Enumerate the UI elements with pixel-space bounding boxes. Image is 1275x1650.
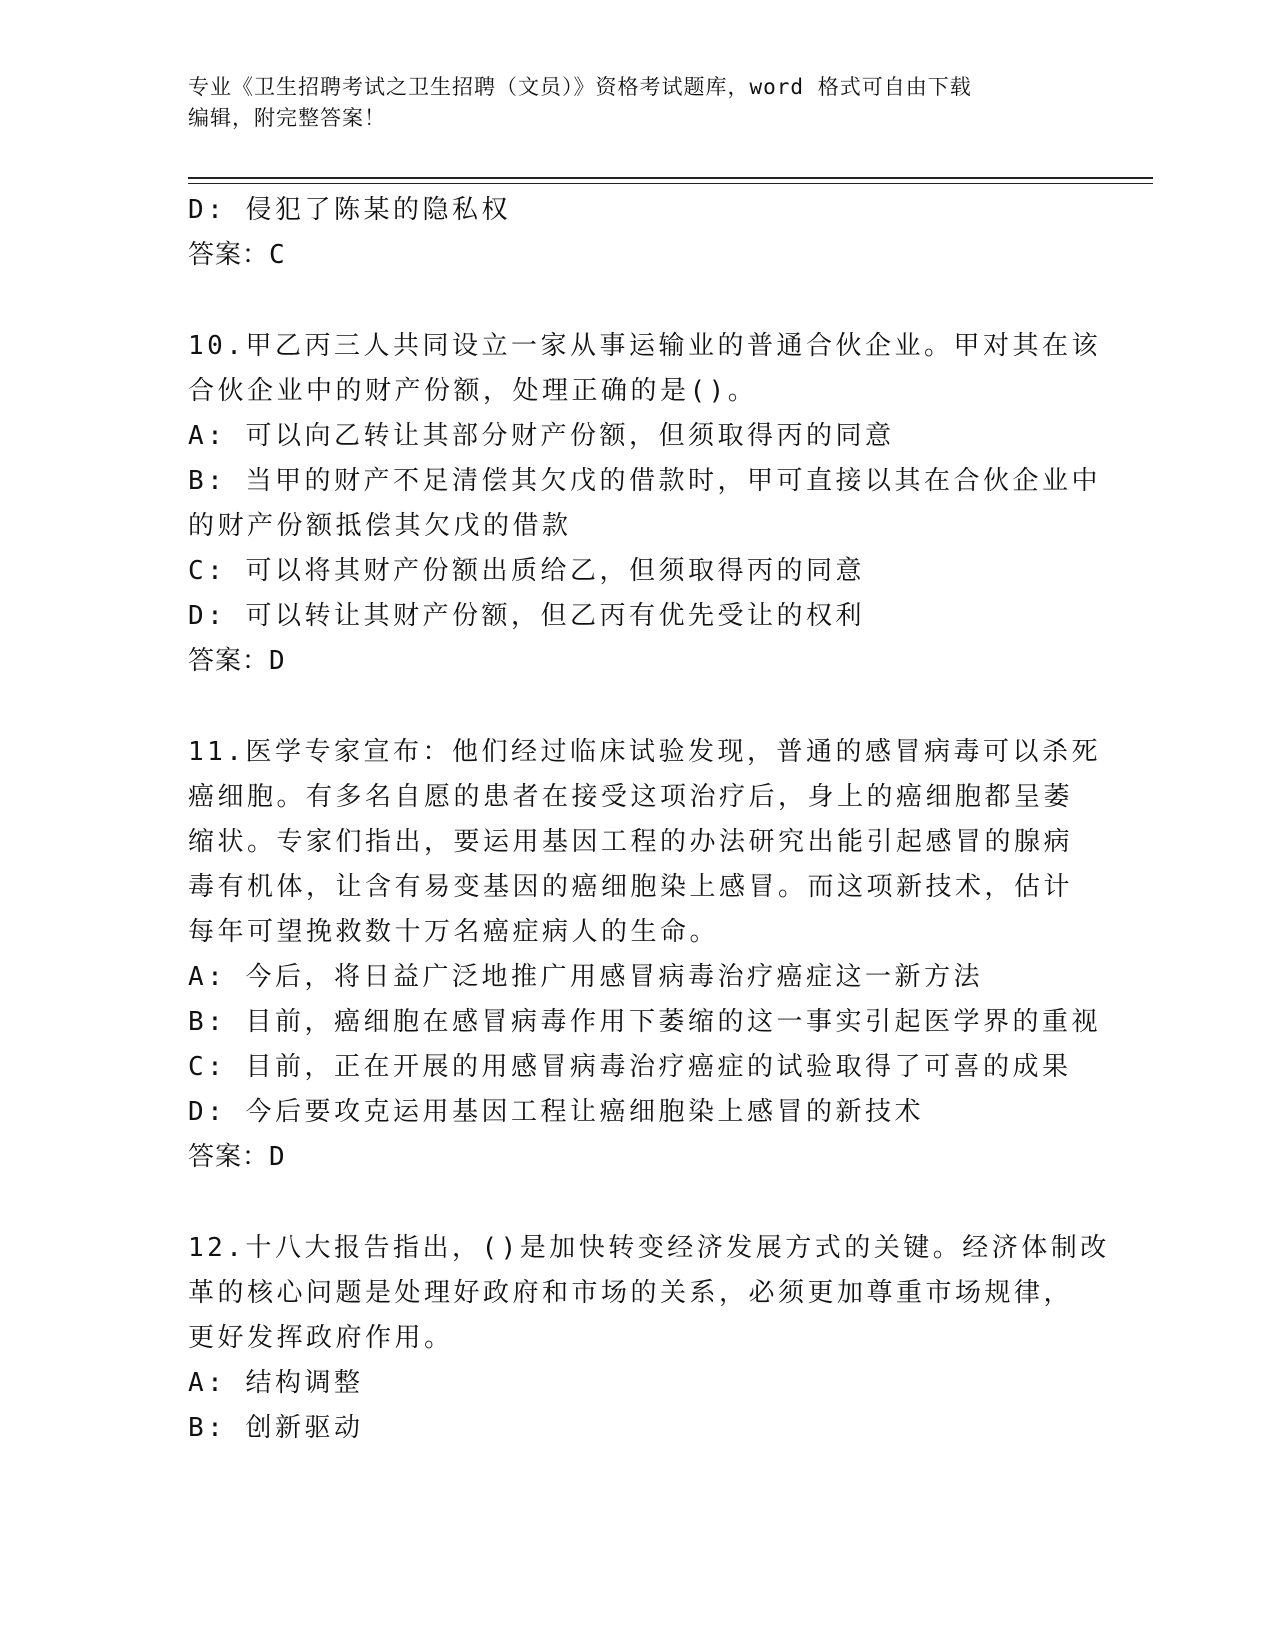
question-11 [188,730,1101,1180]
header-line-1: 专业《卫生招聘考试之卫生招聘（文员）》资格考试题库，word 格式可自由下载 [188,75,972,99]
option-d: D: 今后要攻克运用基因工程让癌细胞染上感冒的新技术 [188,1097,924,1127]
question-10 [188,324,1101,684]
answer: 答案：D [188,1142,286,1172]
question-stem-line: 每年可望挽救数十万名癌症病人的生命。 [188,917,720,947]
spacer [188,278,1088,324]
header-line-2: 编辑，附完整答案！ [188,106,386,130]
option-b: B: 当甲的财产不足清偿其欠戊的借款时，甲可直接以其在合伙企业中 [188,466,1101,496]
option-a: A: 可以向乙转让其部分财产份额，但须取得丙的同意 [188,421,895,451]
spacer [188,684,1088,730]
question-stem-line: 12.十八大报告指出，()是加快转变经济发展方式的关键。经济体制改 [188,1233,1110,1263]
option-a: A: 结构调整 [188,1368,364,1398]
option-c: C: 可以将其财产份额出质给乙，但须取得丙的同意 [188,556,865,586]
question-stem-line: 11.医学专家宣布：他们经过临床试验发现，普通的感冒病毒可以杀死 [188,737,1101,767]
option-a: A: 今后，将日益广泛地推广用感冒病毒治疗癌症这一新方法 [188,962,983,992]
header-divider-thick [188,177,1153,179]
answer: 答案：D [188,646,286,676]
option-b: B: 目前，癌细胞在感冒病毒作用下萎缩的这一事实引起医学界的重视 [188,1007,1101,1037]
page-header [188,72,1088,134]
option-b: B: 创新驱动 [188,1413,364,1443]
question-stem-line: 癌细胞。有多名自愿的患者在接受这项治疗后，身上的癌细胞都呈萎 [188,782,1074,812]
question-9-tail [188,188,1088,278]
header-divider-thin [188,183,1153,184]
option-d: D: 侵犯了陈某的隐私权 [188,195,511,225]
answer: 答案：C [188,240,286,270]
option-b-continued: 的财产份额抵偿其欠戊的借款 [188,511,572,541]
question-stem-line: 毒有机体，让含有易变基因的癌细胞染上感冒。而这项新技术，估计 [188,872,1074,902]
question-stem-line: 更好发挥政府作用。 [188,1323,454,1353]
question-stem-line: 缩状。专家们指出，要运用基因工程的办法研究出能引起感冒的腺病 [188,827,1074,857]
option-d: D: 可以转让其财产份额，但乙丙有优先受让的权利 [188,601,865,631]
spacer [188,1180,1088,1226]
question-stem-line: 革的核心问题是处理好政府和市场的关系，必须更加尊重市场规律， [188,1278,1074,1308]
option-c: C: 目前，正在开展的用感冒病毒治疗癌症的试验取得了可喜的成果 [188,1052,1072,1082]
question-stem-line: 合伙企业中的财产份额，处理正确的是()。 [188,376,758,406]
question-12 [188,1226,1110,1451]
question-stem-line: 10.甲乙丙三人共同设立一家从事运输业的普通合伙企业。甲对其在该 [188,331,1101,361]
question-content [188,188,1110,1451]
